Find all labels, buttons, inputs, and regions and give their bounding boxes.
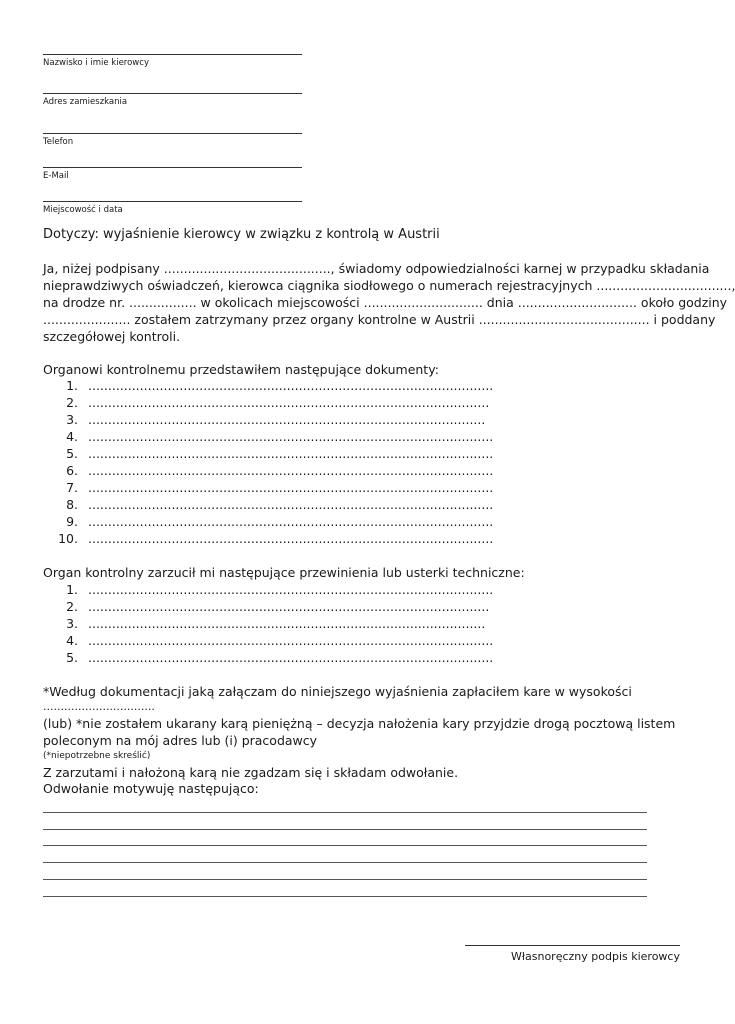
list-item-blank[interactable]: ......................................................................................................	[88, 463, 494, 478]
motivation-line[interactable]	[43, 879, 647, 880]
list-item-number: 2.	[66, 395, 78, 410]
list-item-number: 5.	[66, 650, 78, 665]
list-item-number: 10.	[58, 531, 78, 546]
list-item-blank[interactable]: ......................................................................................................	[88, 582, 494, 597]
address-line[interactable]	[43, 93, 302, 94]
driver-name-line[interactable]	[43, 54, 302, 55]
list-item-blank[interactable]: ......................................................................................................	[88, 480, 494, 495]
payment-amount-dots[interactable]: ................................	[43, 700, 155, 713]
list-item-blank[interactable]: ......................................................................................................	[88, 633, 494, 648]
documents-heading: Organowi kontrolnemu przedstawiłem następujące dokumenty:	[43, 362, 439, 377]
list-item-blank[interactable]: .....................................................................................................	[88, 599, 490, 614]
list-item-number: 9.	[66, 514, 78, 529]
disagree-statement: Z zarzutami i nałożoną karą nie zgadzam się i składam odwołanie.	[43, 765, 459, 780]
motivation-line[interactable]	[43, 829, 647, 830]
motivation-line[interactable]	[43, 896, 647, 897]
list-item-number: 6.	[66, 463, 78, 478]
motivation-line[interactable]	[43, 862, 647, 863]
list-item-number: 1.	[66, 378, 78, 393]
list-item-number: 4.	[66, 429, 78, 444]
list-item-blank[interactable]: ......................................................................................................	[88, 514, 494, 529]
list-item-number: 4.	[66, 633, 78, 648]
statement-line: na drodze nr. ................. w okolicach miejscowości .............................. dnia .............................. około godziny	[43, 295, 728, 310]
statement-line: szczegółowej kontroli.	[43, 329, 181, 344]
statement-line: ...................... zostałem zatrzymany przez organy kontrolne w Austrii ........................................... i poddany	[43, 312, 716, 327]
list-item-number: 8.	[66, 497, 78, 512]
list-item-number: 3.	[66, 412, 78, 427]
statement-line: Ja, niżej podpisany .........................................., świadomy odpowiedzialności karnej w przypadku składania	[43, 261, 710, 276]
list-item-blank[interactable]: ......................................................................................................	[88, 446, 494, 461]
alternative-line-2: poleconym na mój adres lub (i) pracodawcy	[43, 733, 318, 748]
place-date-label: Miejscowość i data	[43, 205, 123, 215]
violations-heading: Organ kontrolny zarzucił mi następujące przewinienia lub usterki techniczne:	[43, 565, 525, 580]
alternative-line: (lub) *nie zostałem ukarany karą pieniężną – decyzja nałożenia kary przyjdzie drogą pocztową listem	[43, 716, 676, 731]
place-date-line[interactable]	[43, 201, 302, 202]
list-item-blank[interactable]: ......................................................................................................	[88, 650, 494, 665]
list-item-number: 1.	[66, 582, 78, 597]
driver-name-label: Nazwisko i imie kierowcy	[43, 58, 149, 68]
signature-line[interactable]	[465, 945, 680, 946]
footnote: (*niepotrzebne skreślić)	[43, 751, 151, 761]
phone-line[interactable]	[43, 133, 302, 134]
list-item-blank[interactable]: ......................................................................................................	[88, 531, 494, 546]
list-item-blank[interactable]: ....................................................................................................	[88, 412, 486, 427]
list-item-blank[interactable]: ......................................................................................................	[88, 429, 494, 444]
list-item-number: 3.	[66, 616, 78, 631]
address-label: Adres zamieszkania	[43, 97, 128, 107]
signature-label: Własnoręczny podpis kierowcy	[511, 950, 680, 963]
motivation-line[interactable]	[43, 845, 647, 846]
list-item-number: 5.	[66, 446, 78, 461]
subject-line: Dotyczy: wyjaśnienie kierowcy w związku z kontrolą w Austrii	[43, 227, 440, 242]
list-item-blank[interactable]: ......................................................................................................	[88, 378, 494, 393]
list-item-blank[interactable]: ......................................................................................................	[88, 497, 494, 512]
list-item-blank[interactable]: .....................................................................................................	[88, 395, 490, 410]
phone-label: Telefon	[43, 137, 74, 147]
email-line[interactable]	[43, 167, 302, 168]
statement-line: nieprawdziwych oświadczeń, kierowca ciągnika siodłowego o numerach rejestracyjnych ..................................,	[43, 278, 735, 293]
list-item-number: 7.	[66, 480, 78, 495]
email-label: E-Mail	[43, 171, 69, 181]
motivation-heading: Odwołanie motywuję następująco:	[43, 781, 259, 796]
payment-line: *Według dokumentacji jaką załączam do niniejszego wyjaśnienia zapłaciłem kare w wysokości	[43, 684, 632, 699]
list-item-blank[interactable]: ....................................................................................................	[88, 616, 486, 631]
list-item-number: 2.	[66, 599, 78, 614]
motivation-line[interactable]	[43, 812, 647, 813]
